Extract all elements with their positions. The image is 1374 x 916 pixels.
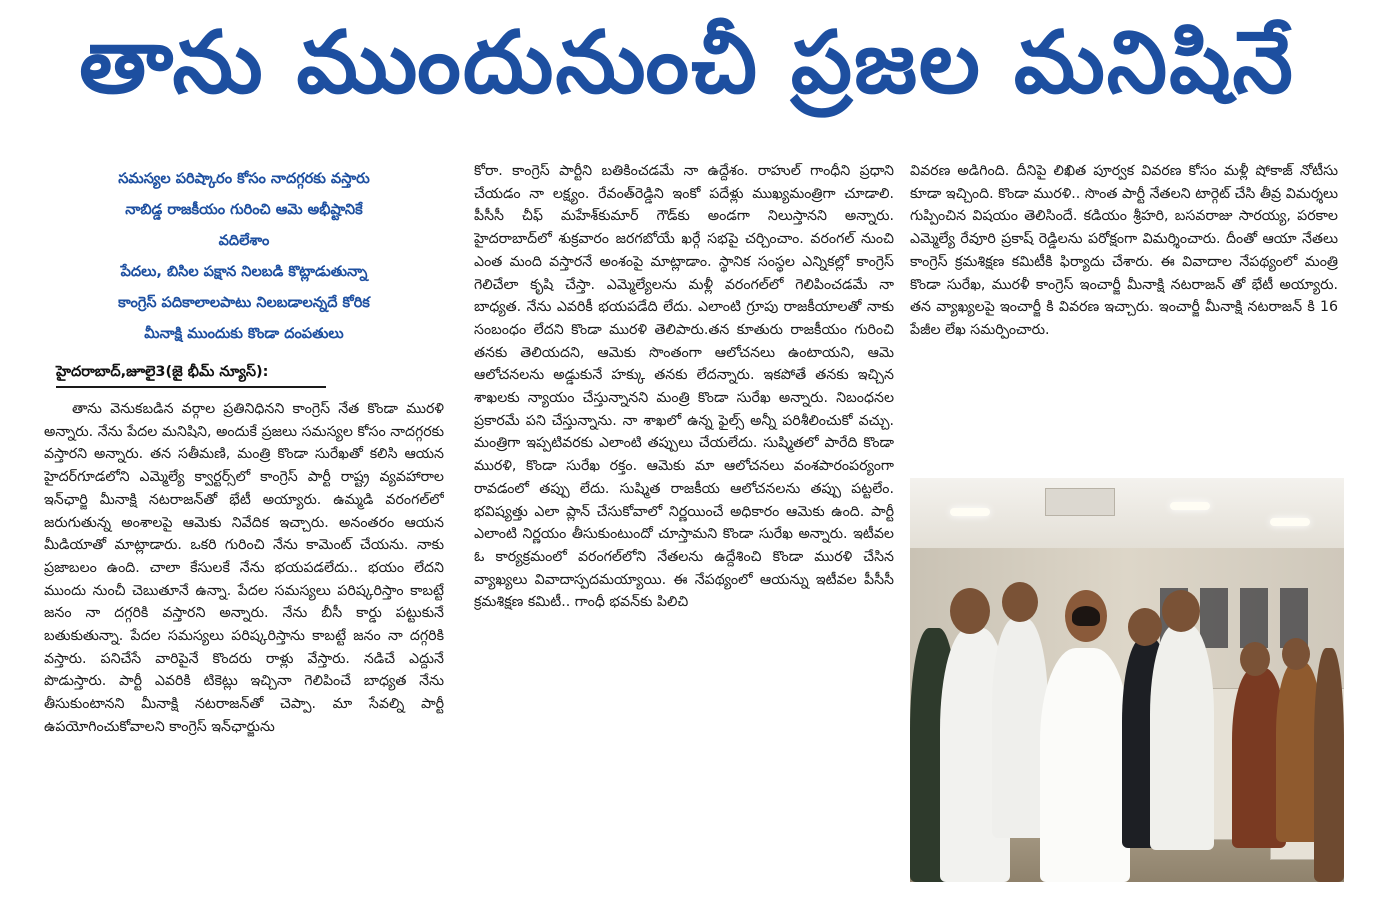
subhead-5: కాంగ్రెస్ పదికాలాలపాటు నిలబడాలన్నదే కోరిక	[118, 295, 370, 311]
photo-person-center	[1040, 648, 1130, 882]
photo-ceiling-light	[1270, 518, 1310, 526]
article-column-1	[44, 398, 444, 898]
article-column-3	[910, 160, 1338, 460]
news-photo	[910, 478, 1344, 882]
photo-person-beard	[1072, 606, 1100, 626]
photo-wall-panel	[1240, 588, 1268, 648]
photo-person-head	[950, 588, 990, 634]
photo-person-head	[1162, 590, 1200, 632]
article-text-3: వివరణ అడిగింది. దీనిపై లిఖిత పూర్వక వివరణ కోసం మళ్లీ షోకాజ్ నోటీసు కూడా ఇచ్చింది. కొండా మురళి.. సొంత పార్టీ నేతలని టార్గెట్ చేసి తీవ్ర విమర్శలు గుప్పించిన విషయం తెలిసిందే. కడియం శ్రీహరి, బసవరాజు సారయ్య, పరకాల ఎమ్మెల్యే రేవూరి ప్రకాష్ రెడ్డిలను పరోక్షంగా విమర్శించారు. దీంతో ఆయా నేతలు కాంగ్రెస్ క్రమశిక్షణ కమిటీకి ఫిర్యాదు చేశారు. ఈ వివాదాల నేపథ్యంలో మంత్రి కొండా సురేఖ, మురళీ కాంగ్రెస్ ఇంచార్జీ మీనాక్షి నటరాజన్ తో భేటీ అయ్యారు. తన వ్యాఖ్యలపై ఇంచార్జీ కి వివరణ ఇచ్చారు. ఇంచార్జీ మీనాక్షి నటరాజన్ కి 16 పేజీల లేఖ సమర్పించారు.	[910, 163, 1338, 338]
photo-ceiling-light	[950, 508, 990, 516]
photo-wall-panel	[1200, 588, 1228, 648]
subhead-4: పేదలు, బిసిల పక్షాన నిలబడి కొట్లాడుతున్నా	[120, 264, 368, 280]
photo-ceiling-light	[1170, 502, 1210, 510]
article-text-1: తాను వెనుకబడిన వర్గాల ప్రతినిధినని కాంగ్రెస్ నేత కొండా మురళి అన్నారు. నేను పేదల మనిషిని, అందుకే ప్రజలు సమస్యల కోసం నాదగ్గరకు వస్తారని అన్నారు. తన సతీమణి, మంత్రి కొండా సురేఖతో కలిసి ఆయన హైదర్‌గూడలోని ఎమ్మెల్యే క్వార్టర్స్‌లో కాంగ్రెస్ పార్టీ రాష్ట్ర వ్యవహారాల ఇన్‌ఛార్జి మీనాక్షి నటరాజన్‌తో భేటీ అయ్యారు. ఉమ్మడి వరంగల్‌లో జరుగుతున్న అంశాలపై ఆమెకు నివేదిక ఇచ్చారు. అనంతరం ఆయన మీడియాతో మాట్లాడారు. ఒకరి గురించి నేను కామెంట్ చేయను. నాకు ప్రజాబలం ఉంది. చాలా కేసులకే నేను భయపడలేదు.. భయం లేదని ముందు నుంచీ చెబుతూనే ఉన్నా. పేదల సమస్యలు పరిష్కరిస్తాం కాబట్టే జనం నా దగ్గరికి వస్తారని అన్నారు. నేను బీసీ కార్డు పట్టుకునే బతుకుతున్నా. పేదల సమస్యలు పరిష్కరిస్తాను కాబట్టే జనం నా దగ్గరికి వస్తారు. పనిచేసే వారిపైనే కొందరు రాళ్లు వేస్తారు. నడిచే ఎద్దునే పొడుస్తారు. పార్టీ ఎవరికి టికెట్లు ఇచ్చినా గెలిపించే బాధ్యత నేను తీసుకుంటానని మీనాక్షి నటరాజన్‌తో చెప్పా. మా సేవల్ని పార్టీ ఉపయోగించుకోవాలని కాంగ్రెస్ ఇన్‌ఛార్జును	[44, 401, 444, 735]
subhead-6: మీనాక్షి ముందుకు కొండా దంపతులు	[144, 326, 344, 342]
dateline-underline	[56, 386, 326, 388]
photo-person	[1314, 648, 1344, 882]
photo-person	[1150, 624, 1214, 850]
headline: తాను ముందునుంచీ ప్రజల మనిషినే	[79, 14, 1295, 113]
photo-ac-unit	[1045, 488, 1115, 516]
subhead-2: నాబిడ్డ రాజకీయం గురించి ఆమె అభీష్టానికే	[125, 202, 363, 218]
photo-person-head	[1240, 642, 1270, 676]
photo-person-head	[1282, 638, 1310, 670]
subheads-block	[44, 164, 444, 354]
photo-person-head	[1002, 582, 1038, 622]
article-text-2: కోరా. కాంగ్రెస్ పార్టీని బతికించడమే నా ఉద్దేశం. రాహుల్ గాంధీని ప్రధాని చేయడం నా లక్ష్యం. రేవంత్‌రెడ్డిని ఇంకో పదేళ్లు ముఖ్యమంత్రిగా చూడాలి. పీసీసీ చీఫ్ మహేశ్‌కుమార్ గౌడ్‌కు అండగా నిలుస్తానని అన్నారు. హైదరాబాద్‌లో శుక్రవారం జరగబోయే ఖర్గే సభపై చర్చించాం. వరంగల్ నుంచి ఎంత మంది వస్తారనే అంశంపై మాట్లాడాం. స్థానిక సంస్థల ఎన్నికల్లో కాంగ్రెస్ గెలిచేలా కృషి చేస్తా. ఎమ్మెల్యేలను మళ్లీ వరంగల్‌లో గెలిపించడమే నా బాధ్యత. నేను ఎవరికీ భయపడేది లేదు. ఎలాంటి గ్రూపు రాజకీయాలతో నాకు సంబంధం లేదని కొండా మురళి తెలిపారు.తన కూతురు రాజకీయం గురించి తనకు తెలియదని, ఆమెకు సొంతంగా ఆలోచనలు ఉంటాయని, ఆమె ఆలోచనలను అడ్డుకునే హక్కు తనకు లేదన్నారు. ఇకపోతే తనకు ఇచ్చిన శాఖలకు న్యాయం చేస్తున్నానని మంత్రి కొండా సురేఖ అన్నారు. నిబంధనల ప్రకారమే పని చేస్తున్నాను. నా శాఖలో ఉన్న ఫైల్స్ అన్నీ పరిశీలించుకో వచ్చు. మంత్రిగా ఇప్పటివరకు ఎలాంటి తప్పులు చేయలేదు. సుష్మితలో పారేది కొండా మురళి, కొండా సురేఖ రక్తం. ఆమెకు మా ఆలోచనలు వంశపారంపర్యంగా రావడంలో తప్పు లేదు. సుష్మిత రాజకీయ ఆలోచనలను తప్పు పట్టలేం. భవిష్యత్తు ఎలా ప్లాన్ చేసుకోవాలో నిర్ణయించే అధికారం ఆమెకు ఉంది. పార్టీ ఎలాంటి నిర్ణయం తీసుకుంటుందో చూస్తామని కొండా సురేఖ అన్నారు. ఇటీవల ఓ కార్యక్రమంలో వరంగల్‌లోని నేతలను ఉద్దేశించి కొండా మురళి చేసిన వ్యాఖ్యలు వివాదాస్పదమయ్యాయి. ఈ నేపథ్యంలో ఆయన్ను ఇటీవల పీసీసీ క్రమశిక్షణ కమిటీ.. గాంధీ భవన్‌కు పిలిచి	[474, 163, 894, 611]
photo-person-head	[1128, 608, 1162, 646]
subhead-3: వదిలేశాం	[218, 233, 270, 249]
article-column-2	[474, 160, 894, 900]
dateline: హైదరాబాద్,జూలై3(జై భీమ్ న్యూస్):	[56, 364, 269, 380]
subhead-1: సమస్యల పరిష్కారం కోసం నాదగ్గరకు వస్తారు	[118, 171, 370, 187]
